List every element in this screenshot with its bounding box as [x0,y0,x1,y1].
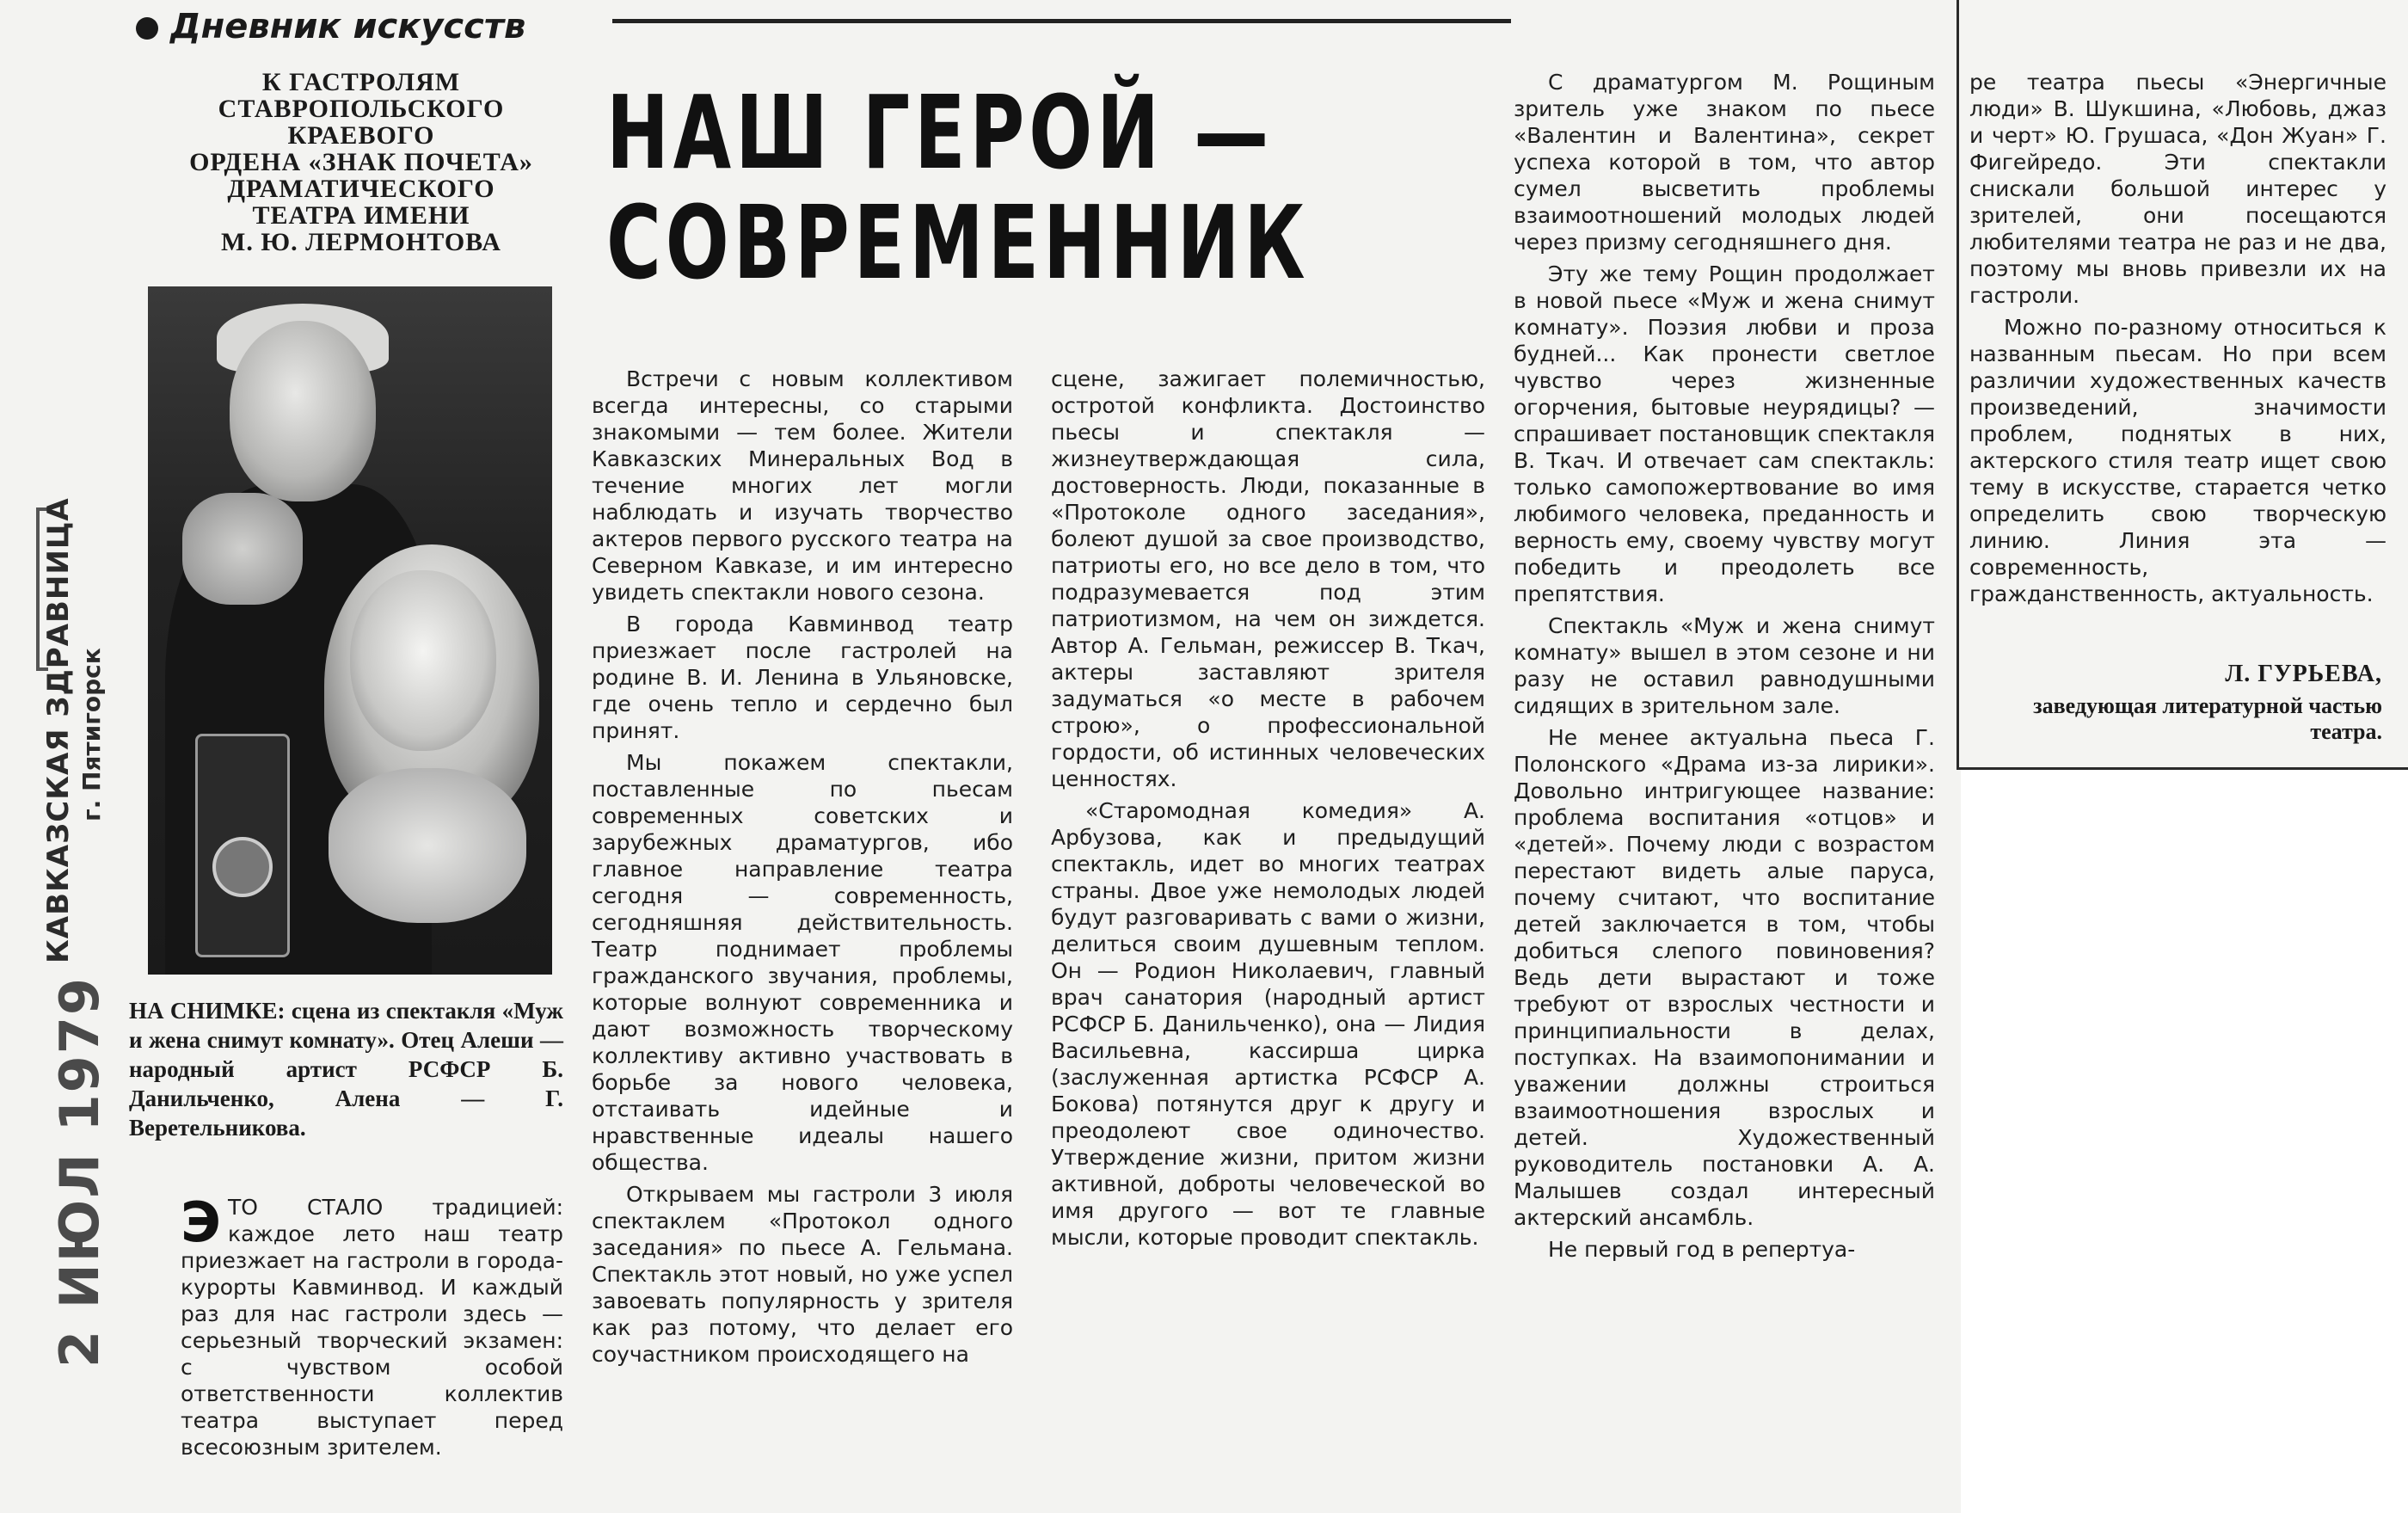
stamp-date: 2 ИЮЛ 1979 [48,975,111,1368]
stamp-newspaper-name: КАВКАЗСКАЯ ЗДРАВНИЦА [41,497,76,963]
subheading-line: СТАВРОПОЛЬСКОГО [218,95,505,123]
article-paragraph [181,1191,563,1461]
author-name: Л. ГУРЬЕВА, [2225,661,2382,687]
photo-actress-hand [329,768,526,923]
stamp-city: г. Пятигорск [77,648,106,821]
article-paragraph: С драматургом М. Рощиным зритель уже знаком по пьесе «Валентин и Валентина», секрет успеха которой в том, что автор сумел высветить проблемы взаимоотношений молодых людей через призму сегодняшнего дня. [1514,70,1935,255]
article-paragraph: Не первый год в репертуа- [1548,1237,1856,1262]
rubric-rule [612,19,1511,23]
archive-stamp [17,249,138,1368]
article-paragraph: ре театра пьесы «Энергичные люди» В. Шукшина, «Любовь, джаз и черт» Ю. Грушаса, «Дон Жуан» Г. Фигейредо. Эти спектакли снискали большой интерес у зрителей, они посещаются любителями театра не раз и не два, поэтому мы вновь привезли их на гастроли. [1969,70,2386,308]
subheading-line: ТЕАТРА ИМЕНИ [252,201,470,230]
article-column-1 [181,1191,563,1466]
subheading [129,69,593,255]
rubric-bullet-icon [136,17,158,40]
article-paragraph: Встречи с новым коллективом всегда интересны, со старыми знакомыми — тем более. Жители Кавказских Минеральных Вод в течение многих лет могли наблюдать и изучать творчество актеров первого русского театра на Северном Кавказе, и им интересно увидеть спектакли нового сезона. [592,366,1013,605]
headline [606,73,1347,302]
subheading-line: ДРАМАТИЧЕСКОГО [227,175,495,203]
headline-line: СОВРЕМЕННИК [606,183,1310,302]
article-paragraph: Спектакль «Муж и жена снимут комнату» вышел в этом сезоне и ни разу не оставил равнодушными сидящих в зрительном зале. [1514,613,1935,718]
photo-actress-face [350,570,496,751]
headline-line: НАШ ГЕРОЙ — [606,73,1274,192]
paragraph-text: ТО СТАЛО традицией: каждое лето наш театр приезжает на гастроли в города-курорты Кавминвод. И каждый раз для нас гастроли здесь — серьезный творческий экзамен: с чувством особой ответственности коллектив театра выступает перед всесоюзным зрителем. [181,1195,563,1460]
article-paragraph: В города Кавминвод театр приезжает после гастролей на родине В. И. Ленина в Ульяновске, где очень тепло и сердечно был принят. [592,612,1013,743]
article-paragraph: «Старомодная комедия» А. Арбузова, как и предыдущий спектакль, идет во многих театрах страны. Двое уже немолодых людей будут разговаривать с вами о жизни, делиться своим душевным теплом. Он — Родион Николаевич, главный врач санатория (народный артист РСФСР Б. Данильченко), она — Лидия Васильевна, кассирша цирка (заслуженная артистка РСФСР А. Бокова) потянутся друг к другу и преодолеют свое одиночество. Утверждение жизни, притом жизни активной, доброты человеческой во имя другого — вот те главные мысли, которые проводит спектакль. [1051,798,1485,1250]
stage-photo [148,286,552,975]
photo-actor-face [230,321,376,501]
photo-caption: НА СНИМКЕ: сцена из спектакля «Муж и жена снимут комнату». Отец Алеши — народный артист РСФСР Б. Данильченко, Алена — Г. Веретельникова. [129,998,563,1141]
subheading-line: ОРДЕНА «ЗНАК ПОЧЕТА» [189,148,533,176]
author-role: заведующая литературной частью театра. [2033,693,2382,744]
article-column-2 [592,366,1013,1373]
article-column-3 [1051,366,1485,1256]
subheading-line: М. Ю. ЛЕРМОНТОВА [221,228,501,256]
rubric-title: Дневник искусств [170,7,526,46]
article-paragraph: Не менее актуальна пьеса Г. Полонского «Драма из-за лирики». Довольно интригующее название: проблема воспитания «отцов» и «детей». Почему люди с возрастом перестают видеть алые паруса, почему считают, что воспитание детей заключается в том, чтобы добиться слепого повиновения? Ведь дети вырастают и тоже требуют от взрослых честности и принципиальности в делах, поступках. На взаимопонимании и уважении должны строиться взаимоотношения взрослых и детей. Художественный руководитель постановки А. А. Малышев создал интересный актерский ансамбль. [1514,725,1935,1230]
photo-camera-lens [212,837,273,897]
article-paragraph: Мы покажем спектакли, поставленные по пьесам современных советских и зарубежных драматургов, ибо главное направление театра сегодня — современность, сегодняшняя действительность. Театр поднимает проблемы гражданского звучания, проблемы, которые волнуют современника и дают возможность творческому коллективу активно участвовать в борьбе за нового человека, отстаивать идейные и нравственные идеалы нашего общества. [592,750,1013,1175]
drop-cap: Э [181,1191,221,1255]
article-paragraph: сцене, зажигает полемичностью, остротой конфликта. Достоинство пьесы и спектакля — жизнеутверждающая сила, достоверность. Люди, показанные в «Протоколе одного заседания», болеют душой за свое производство, патриоты его, но все дело в том, что подразумевается под этим патриотизмом, на чем он зиждется. Автор А. Гельман, режиссер В. Ткач, актеры заставляют зрителя задуматься «о месте в рабочем строю», о профессиональной гордости, об истинных человеческих ценностях. [1051,366,1485,791]
subheading-line: КРАЕВОГО [287,121,435,150]
photo-actor-hand [182,493,303,605]
article-column-5 [1969,69,2386,612]
article-paragraph: Эту же тему Рощин продолжает в новой пьесе «Муж и жена снимут комнату». Поэзия любви и проза будней... Как пронести светлое чувство через жизненные огорчения, бытовые неурядицы? — спрашивает постановщик спектакля В. Ткач. И отвечает сам спектакль: только самопожертвование во имя любимого человека, преданность и верность ему, своему чувству могут победить и преодолеть все препятствия. [1514,261,1935,606]
subheading-line: К ГАСТРОЛЯМ [261,68,461,96]
article-paragraph: Можно по-разному относиться к названным пьесам. Но при всем различии художественных качеств произведений, значимости проблем, поднятых в них, актерского стиля театр ищет свою тему в искусстве, старается четко определить свою творческую линию. Линия эта — современность, гражданственность, актуальность. [1969,315,2386,606]
article-column-4 [1514,69,1935,1268]
article-paragraph: Открываем мы гастроли 3 июля спектаклем «Протокол одного заседания» по пьесе А. Гельмана. Спектакль этот новый, но уже успел завоевать популярность у зрителя как раз потому, что делает его соучастником происходящего на [592,1182,1013,1367]
